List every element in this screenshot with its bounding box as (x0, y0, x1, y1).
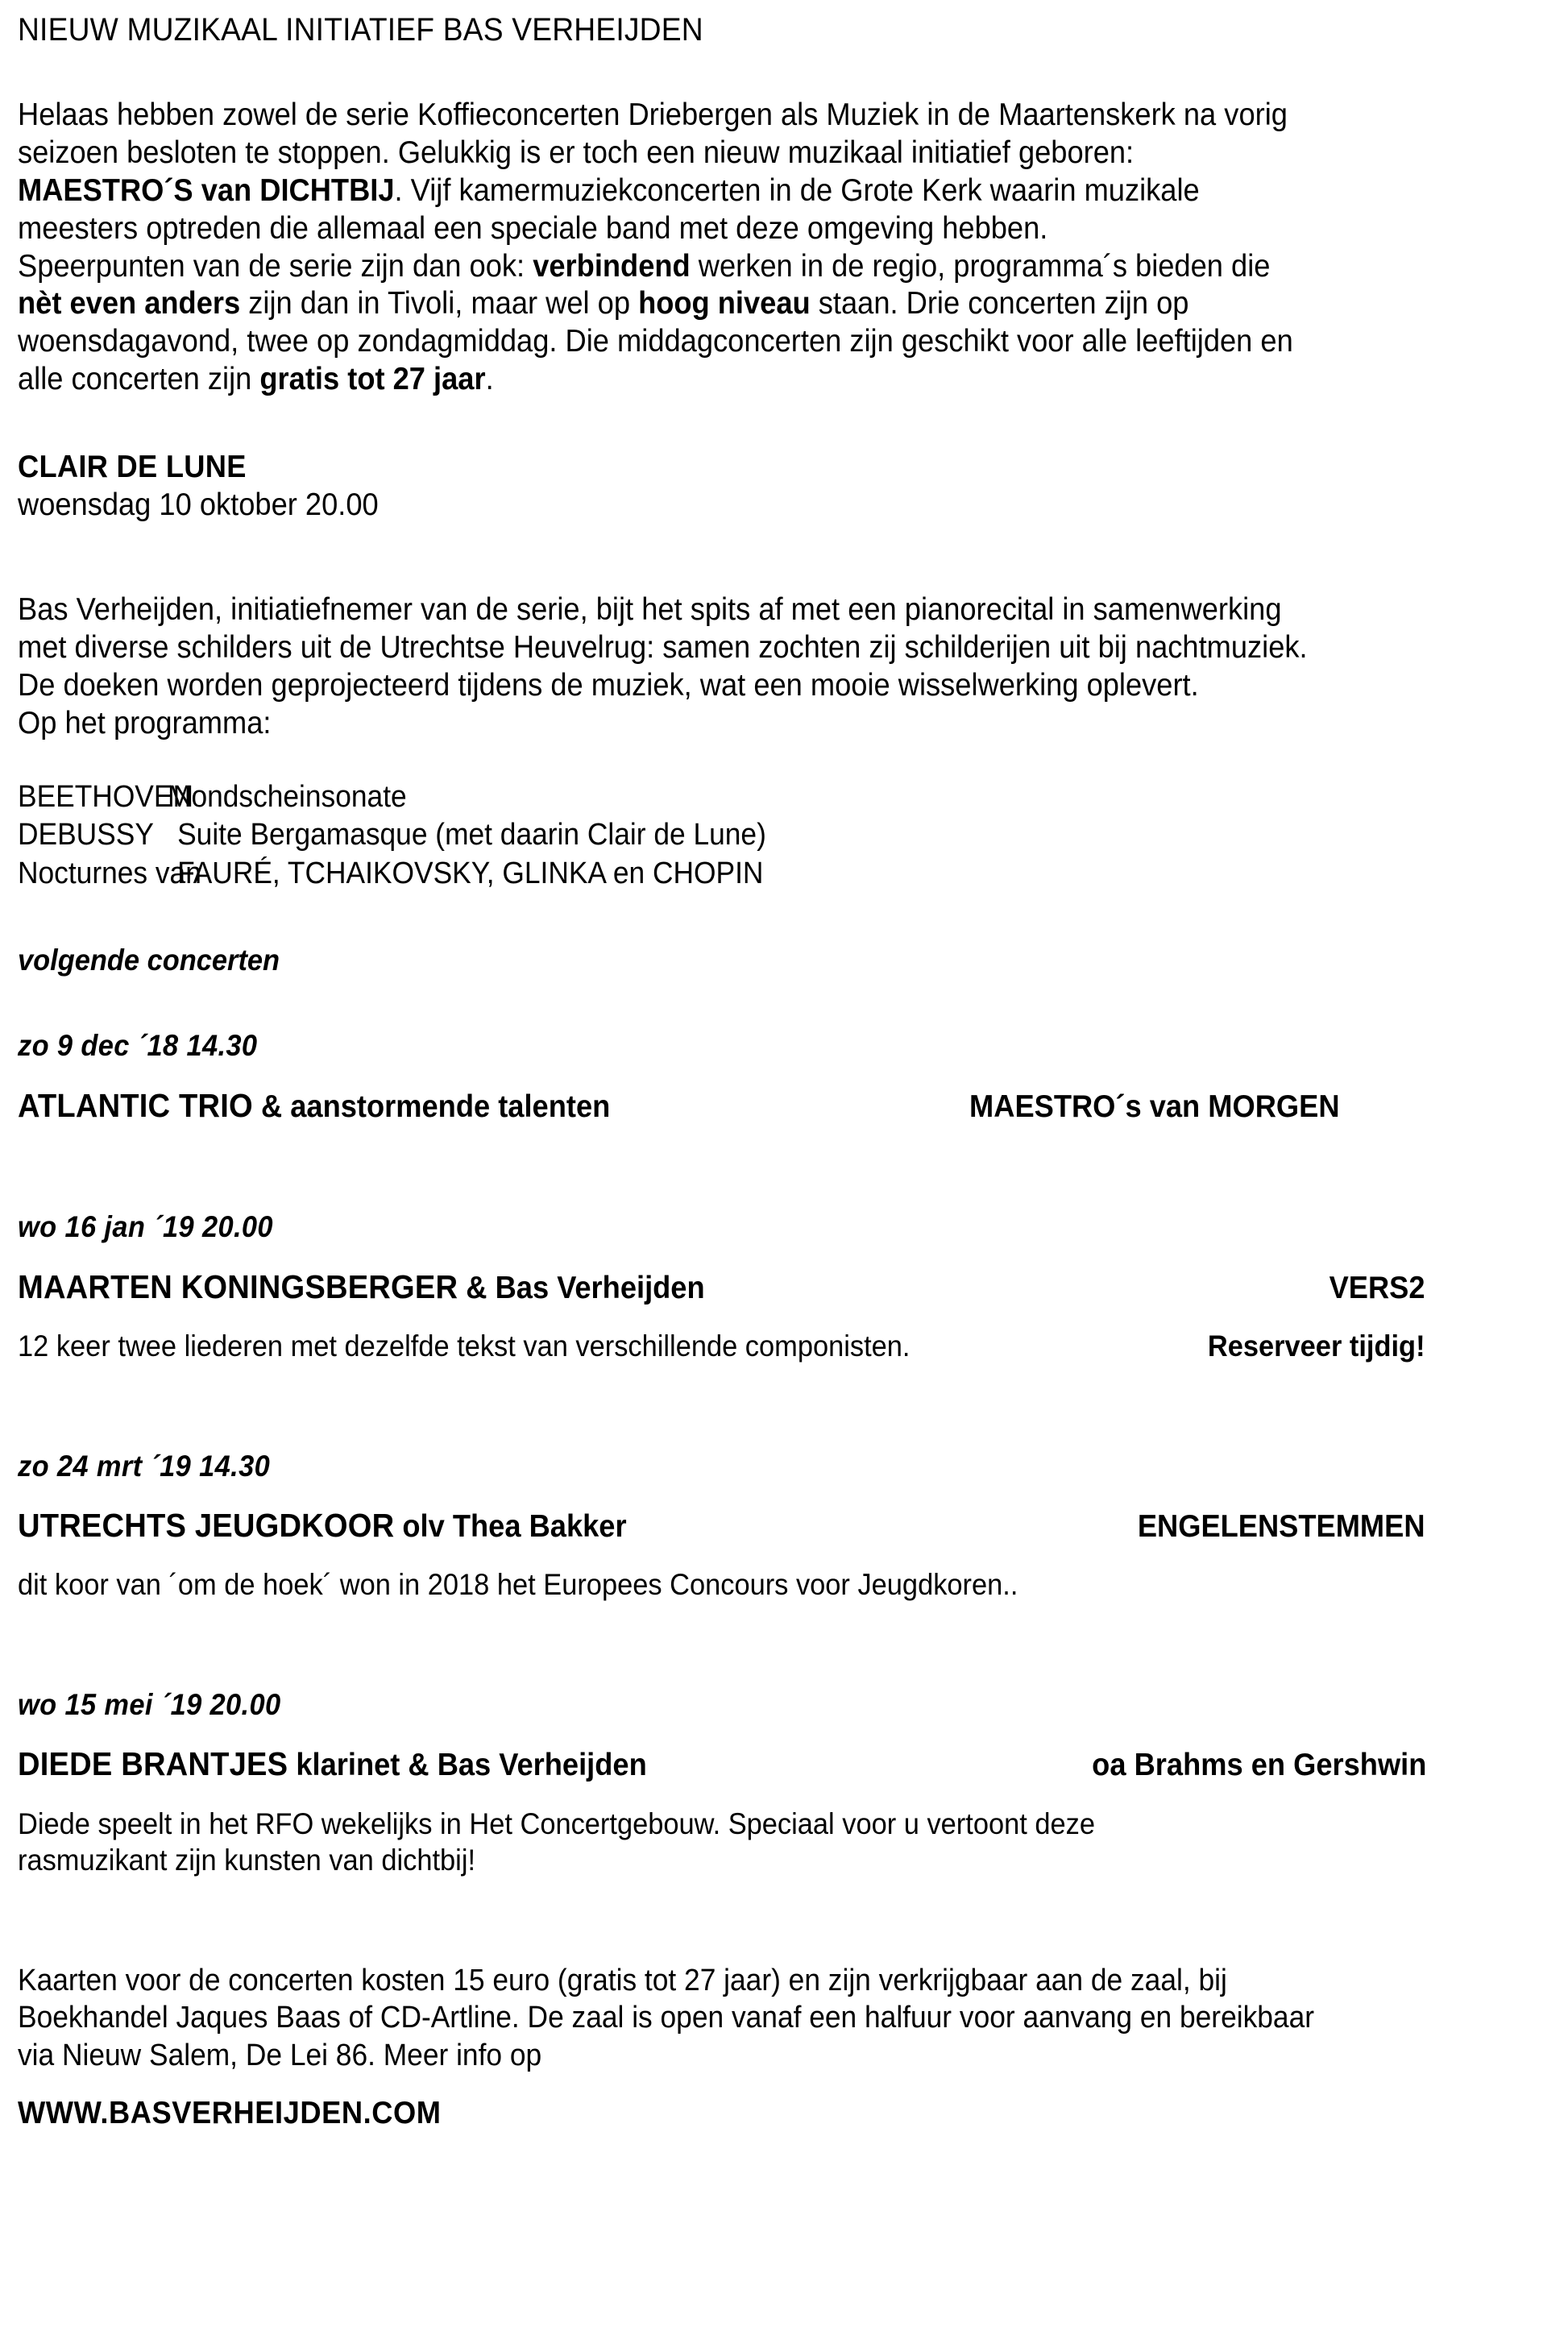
program-composer: DEBUSSY (18, 818, 154, 852)
ticket-info-line-2: Boekhandel Jaques Baas of CD-Artline. De zaal is open vanaf een halfuur voor aanvang en bereikbaar (18, 2001, 1315, 2035)
featured-concert-block (18, 449, 1536, 893)
page-title: NIEUW MUZIKAAL INITIATIEF BAS VERHEIJDEN (18, 12, 703, 48)
intro-line-6 (18, 285, 1429, 323)
website-link[interactable]: WWW.BASVERHEIJDEN.COM (18, 2095, 442, 2130)
intro-line-3 (18, 172, 1429, 210)
intro-line-6-a: zijn dan in Tivoli, maar wel op (240, 286, 639, 321)
spacer (18, 1307, 1536, 1328)
program-work: Suite Bergamasque (met daarin Clair de Lune) (177, 818, 766, 852)
spacer (18, 1603, 1536, 1687)
spacer (18, 893, 1536, 943)
intro-line-4: meesters optreden die allemaal een speciale band met deze omgeving hebben. (18, 210, 1048, 246)
featured-concert-datetime: woensdag 10 oktober 20.00 (18, 487, 379, 522)
concert-title-row (18, 1505, 1429, 1546)
intro-line-5-a: Speerpunten van de serie zijn dan ook: (18, 248, 533, 284)
upcoming-concerts-label: volgende concerten (18, 944, 280, 977)
concert-series-label: oa Brahms en Gershwin (1092, 1747, 1427, 1782)
intro-block (18, 97, 1536, 398)
program-composer: Nocturnes van (18, 856, 201, 890)
program-work: FAURÉ, TCHAIKOVSKY, GLINKA en CHOPIN (177, 856, 764, 890)
intro-line-5 (18, 248, 1429, 286)
program-row (18, 778, 1429, 817)
featured-desc-line-2: met diverse schilders uit de Utrechtse Heuvelrug: samen zochten zij schilderijen uit bij nachtmuziek. (18, 630, 1308, 666)
featured-desc-line-1: Bas Verheijden, initiatiefnemer van de serie, bijt het spits af met een pianorecital in samenwerking (18, 592, 1282, 628)
spacer (18, 978, 1536, 1028)
intro-line-2: seizoen besloten te stoppen. Gelukkig is er toch een nieuw muzikaal initiatief geboren: (18, 135, 1135, 171)
concert-description: dit koor van ´om de hoek´ won in 2018 het Europees Concours voor Jeugdkoren.. (18, 1568, 1018, 1602)
concert-title-row (18, 1267, 1429, 1308)
concert-performer (18, 1744, 647, 1785)
intro-line-8 (18, 361, 1429, 399)
ticket-info-block (18, 1962, 1536, 2133)
concert-performer-lead: MAARTEN KONINGSBERGER (18, 1267, 458, 1305)
spacer (18, 1126, 1536, 1209)
program-work: Mondscheinsonate (168, 779, 407, 814)
maestro-dichtbij-label: MAESTRO´S van DICHTBIJ (18, 172, 395, 208)
intro-line-1: Helaas hebben zowel de serie Koffieconcerten Driebergen als Muziek in de Maartenskerk na vorig (18, 97, 1288, 133)
concert-performer-rest: & aanstormende talenten (252, 1089, 611, 1124)
concert-entry (18, 1028, 1536, 1126)
ticket-info-line-3: via Nieuw Salem, De Lei 86. Meer info op (18, 2038, 542, 2072)
intro-line-7: woensdagavond, twee op zondagmiddag. Die middagconcerten zijn geschikt voor alle leeftijden en (18, 324, 1293, 359)
concert-date: wo 16 jan ´19 20.00 (18, 1210, 273, 1244)
concert-performer-lead: DIEDE BRANTJES (18, 1744, 288, 1782)
hoog-niveau-label: hoog niveau (638, 286, 811, 321)
spacer (18, 1878, 1536, 1962)
concert-performer-rest: klarinet & Bas Verheijden (288, 1747, 647, 1782)
program-row (18, 855, 1429, 894)
program-composer: BEETHOVEN (18, 779, 193, 814)
spacer (18, 399, 1536, 449)
concert-performer-rest: olv Thea Bakker (394, 1508, 627, 1544)
spacer (18, 2074, 1536, 2095)
spacer (18, 524, 1536, 591)
concert-series-label: VERS2 (1329, 1270, 1425, 1305)
concert-entry (18, 1449, 1536, 1603)
spacer (18, 1246, 1536, 1267)
spacer (18, 1723, 1536, 1744)
spacer (18, 1545, 1536, 1566)
spacer (18, 1785, 1536, 1806)
concert-entry (18, 1687, 1536, 1878)
concert-note-row (18, 1328, 1429, 1364)
featured-desc-line-3: De doeken worden geprojecteerd tijdens de muziek, wat een mooie wisselwerking oplevert. (18, 667, 1199, 703)
concert-description: Diede speelt in het RFO wekelijks in Het Concertgebouw. Speciaal voor u vertoont deze (18, 1806, 1095, 1840)
concert-performer-rest: & Bas Verheijden (458, 1270, 705, 1305)
spacer (18, 1064, 1536, 1085)
concert-title-row (18, 1085, 1429, 1126)
intro-line-3-rest: . Vijf kamermuziekconcerten in de Grote Kerk waarin muzikale (394, 172, 1200, 208)
spacer (18, 1484, 1536, 1505)
concert-series-label: ENGELENSTEMMEN (1137, 1508, 1425, 1544)
spacer (18, 743, 1536, 778)
reserve-callout: Reserveer tijdig! (1207, 1329, 1425, 1363)
concert-date: zo 24 mrt ´19 14.30 (18, 1449, 271, 1483)
spacer (18, 1365, 1536, 1449)
concert-note: 12 keer twee liederen met dezelfde tekst van verschillende componisten. (18, 1329, 911, 1363)
ticket-info-line-1: Kaarten voor de concerten kosten 15 euro (gratis tot 27 jaar) en zijn verkrijgbaar aan de zaal, bij (18, 1963, 1227, 1997)
intro-line-6-b: staan. Drie concerten zijn op (810, 286, 1189, 321)
program-row (18, 816, 1429, 855)
concert-performer-lead: UTRECHTS JEUGDKOOR (18, 1506, 395, 1544)
intro-line-5-b: werken in de regio, programma´s bieden die (690, 248, 1271, 284)
concert-performer (18, 1505, 627, 1546)
concert-entry (18, 1209, 1536, 1364)
featured-desc-line-4: Op het programma: (18, 705, 272, 740)
concert-performer (18, 1267, 705, 1308)
intro-line-8-a: alle concerten zijn (18, 361, 260, 396)
net-even-anders-label: nèt even anders (18, 286, 241, 321)
concert-description-line-2: rasmuzikant zijn kunsten van dichtbij! (18, 1843, 476, 1877)
featured-concert-title: CLAIR DE LUNE (18, 449, 247, 484)
concert-title-row (18, 1744, 1429, 1785)
concert-series-label: MAESTRO´s van MORGEN (969, 1089, 1340, 1124)
gratis-tot-27-jaar-label: gratis tot 27 jaar (259, 361, 486, 396)
intro-line-8-b: . (485, 361, 494, 396)
concert-performer-lead: ATLANTIC TRIO (18, 1086, 253, 1124)
concert-date: wo 15 mei ´19 20.00 (18, 1687, 281, 1721)
concert-performer (18, 1085, 610, 1126)
verbindend-label: verbindend (533, 248, 691, 284)
concert-date: zo 9 dec ´18 14.30 (18, 1029, 258, 1063)
